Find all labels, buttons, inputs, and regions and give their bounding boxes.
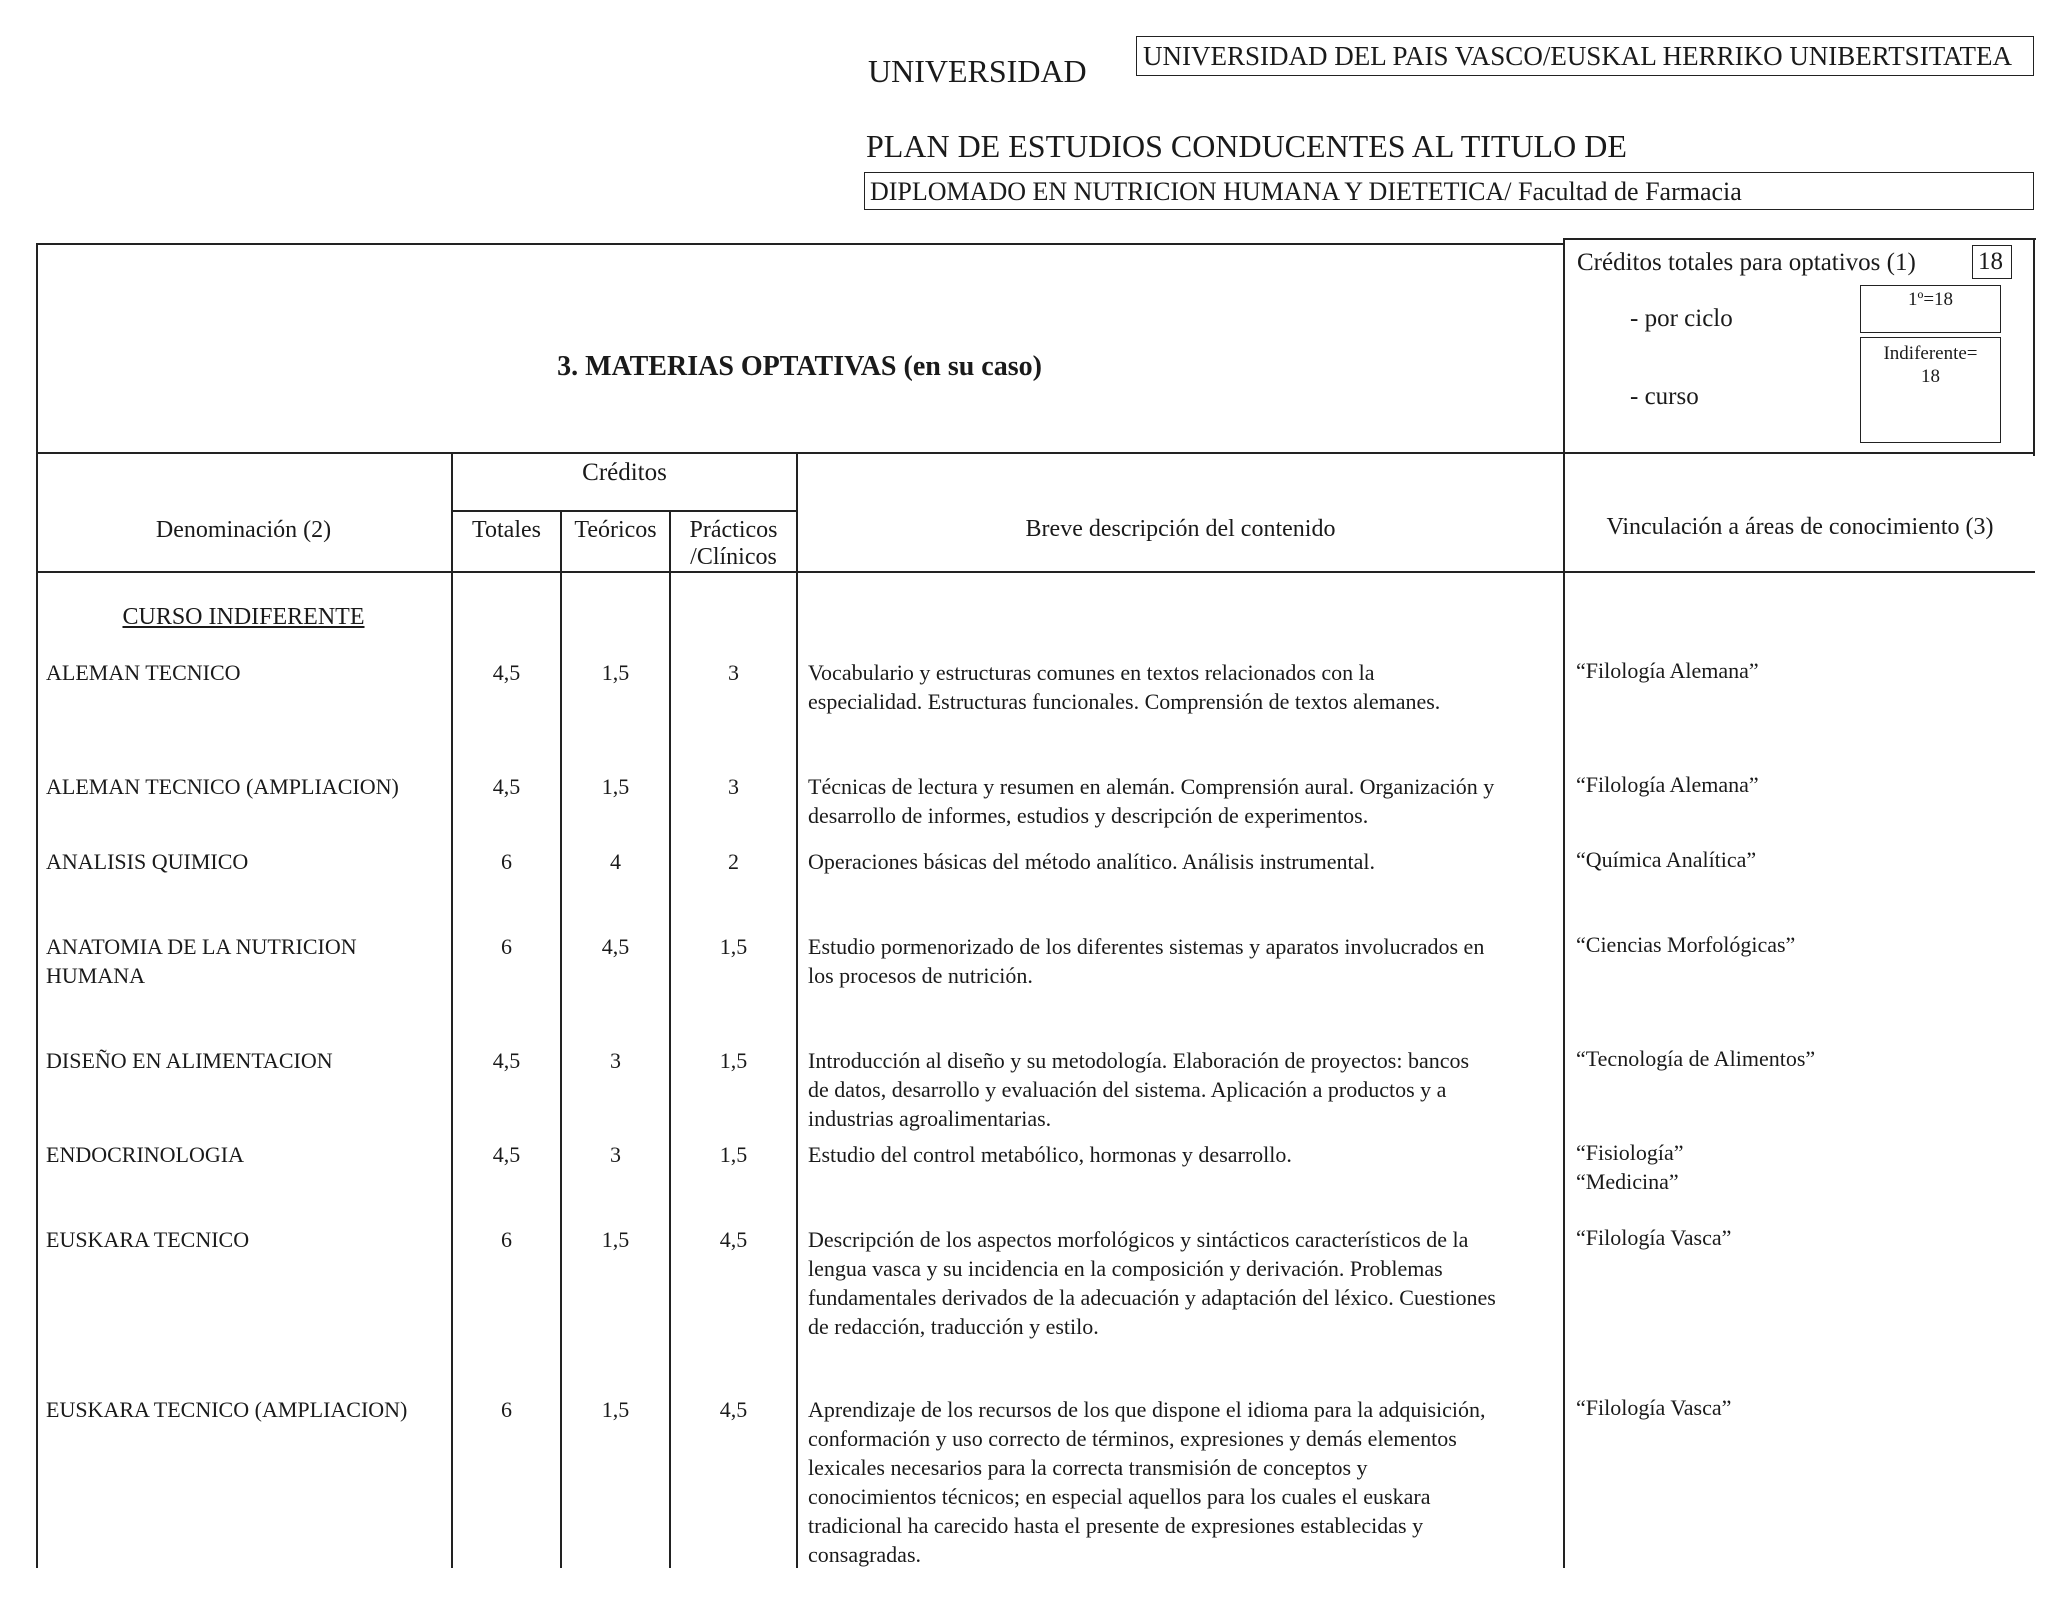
header-bottom-border <box>36 571 2035 573</box>
row-descripcion: fundamentales derivados de la adecuación y adaptación del léxico. Cuestiones <box>808 1285 1496 1310</box>
row-descripcion: especialidad. Estructuras funcionales. Comprensión de textos alemanes. <box>808 689 1441 714</box>
row-descripcion: Estudio del control metabólico, hormonas y desarrollo. <box>808 1142 1292 1167</box>
universidad-value-box <box>1136 36 2034 76</box>
row-descripcion: Aprendizaje de los recursos de los que dispone el idioma para la adquisición, <box>808 1397 1486 1422</box>
row-practicos: 3 <box>728 660 739 685</box>
row-totales: 4,5 <box>492 660 521 685</box>
row-descripcion: consagradas. <box>808 1542 922 1567</box>
row-descripcion: los procesos de nutrición. <box>808 963 1033 988</box>
por-ciclo-label: - por ciclo <box>1630 305 1733 332</box>
header-descripcion: Breve descripción del contenido <box>1025 516 1336 542</box>
row-descripcion: conformación y uso correcto de términos, expresiones y demás elementos <box>808 1426 1457 1451</box>
creditos-subheader-line <box>451 510 798 512</box>
row-totales: 4,5 <box>492 1048 521 1073</box>
row-vinculacion: “Química Analítica” <box>1576 847 1757 872</box>
header-teoricos: Teóricos <box>574 517 657 543</box>
row-vinculacion: “Fisiología” <box>1576 1140 1684 1165</box>
row-vinculacion: “Filología Vasca” <box>1576 1225 1732 1250</box>
row-totales: 6 <box>501 934 512 959</box>
row-vinculacion: “Tecnología de Alimentos” <box>1576 1046 1816 1071</box>
row-teoricos: 4,5 <box>601 934 630 959</box>
row-name: DISEÑO EN ALIMENTACION <box>46 1048 333 1073</box>
curso-value-line2: 18 <box>1921 366 1940 387</box>
creditos-totales-value: 18 <box>1978 248 2003 275</box>
curso-value-line1: Indiferente= <box>1883 343 1978 364</box>
row-descripcion: Introducción al diseño y su metodología. Elaboración de proyectos: bancos <box>808 1048 1470 1073</box>
header-totales: Totales <box>472 517 541 543</box>
row-teoricos: 4 <box>610 849 621 874</box>
row-vinculacion: “Filología Alemana” <box>1576 658 1759 683</box>
curso-label: - curso <box>1630 383 1699 410</box>
row-name: ANALISIS QUIMICO <box>46 849 249 874</box>
row-teoricos: 1,5 <box>601 1397 630 1422</box>
row-practicos: 3 <box>728 774 739 799</box>
row-descripcion: Descripción de los aspectos morfológicos y sintácticos característicos de la <box>808 1227 1469 1252</box>
row-vinculacion: “Filología Vasca” <box>1576 1395 1732 1420</box>
plan-label: PLAN DE ESTUDIOS CONDUCENTES AL TITULO DE <box>866 128 1627 164</box>
row-vinculacion: “Medicina” <box>1576 1169 1679 1194</box>
section-right-border <box>2033 238 2035 456</box>
row-teoricos: 1,5 <box>601 660 630 685</box>
header-vinculacion: Vinculación a áreas de conocimiento (3) <box>1606 514 1994 540</box>
row-vinculacion: “Filología Alemana” <box>1576 772 1759 797</box>
por-ciclo-value: 1º=18 <box>1907 289 1954 310</box>
row-descripcion: desarrollo de informes, estudios y descripción de experimentos. <box>808 803 1369 828</box>
section-divider <box>1563 238 1565 1568</box>
por-ciclo-box <box>1860 285 2001 333</box>
row-descripcion: Estudio pormenorizado de los diferentes sistemas y aparatos involucrados en <box>808 934 1485 959</box>
section-top-border-right <box>1563 238 2036 240</box>
header-practicos-line1: Prácticos <box>689 517 778 543</box>
row-practicos: 2 <box>728 849 739 874</box>
titulo-value: DIPLOMADO EN NUTRICION HUMANA Y DIETETICA/ Facultad de Farmacia <box>870 177 1742 206</box>
universidad-value: UNIVERSIDAD DEL PAIS VASCO/EUSKAL HERRIKO UNIBERTSITATEA <box>1143 41 2013 71</box>
row-teoricos: 1,5 <box>601 774 630 799</box>
row-descripcion: de datos, desarrollo y evaluación del sistema. Aplicación a productos y a <box>808 1077 1447 1102</box>
titulo-value-box <box>864 172 2034 210</box>
row-name: ALEMAN TECNICO (AMPLIACION) <box>46 774 399 799</box>
row-teoricos: 3 <box>610 1048 621 1073</box>
row-descripcion: conocimientos técnicos; en especial aquellos para los cuales el euskara <box>808 1484 1431 1509</box>
row-totales: 6 <box>501 849 512 874</box>
row-totales: 4,5 <box>492 1142 521 1167</box>
row-name: ALEMAN TECNICO <box>46 660 241 685</box>
row-totales: 6 <box>501 1227 512 1252</box>
universidad-label: UNIVERSIDAD <box>868 53 1087 89</box>
row-practicos: 1,5 <box>719 1142 748 1167</box>
section-left-border <box>36 243 38 1568</box>
creditos-totales-box <box>1972 245 2012 279</box>
row-practicos: 4,5 <box>719 1397 748 1422</box>
row-teoricos: 3 <box>610 1142 621 1167</box>
header-creditos: Créditos <box>582 459 667 486</box>
section-bottom-border <box>36 452 2035 454</box>
creditos-totales-label: Créditos totales para optativos (1) <box>1577 249 1916 276</box>
row-descripcion: de redacción, traducción y estilo. <box>808 1314 1099 1339</box>
row-practicos: 4,5 <box>719 1227 748 1252</box>
row-name: EUSKARA TECNICO (AMPLIACION) <box>46 1397 408 1422</box>
row-practicos: 1,5 <box>719 934 748 959</box>
row-teoricos: 1,5 <box>601 1227 630 1252</box>
row-descripcion: tradicional ha carecido hasta el presente de expresiones establecidas y <box>808 1513 1424 1538</box>
row-descripcion: lengua vasca y su incidencia en la composición y derivación. Problemas <box>808 1256 1443 1281</box>
row-descripcion: lexicales necesarios para la correcta transmisión de conceptos y <box>808 1455 1368 1480</box>
row-vinculacion: “Ciencias Morfológicas” <box>1576 932 1796 957</box>
col-divider-descripcion <box>796 452 798 1568</box>
header-denominacion: Denominación (2) <box>155 517 332 543</box>
row-descripcion: Técnicas de lectura y resumen en alemán. Comprensión aural. Organización y <box>808 774 1495 799</box>
group-label-curso-indiferente: CURSO INDIFERENTE <box>122 604 365 630</box>
row-totales: 6 <box>501 1397 512 1422</box>
row-name: ENDOCRINOLOGIA <box>46 1142 244 1167</box>
header-practicos-line2: /Clínicos <box>690 544 777 570</box>
row-practicos: 1,5 <box>719 1048 748 1073</box>
row-name: HUMANA <box>46 963 145 988</box>
curso-box <box>1860 337 2001 443</box>
row-descripcion: Vocabulario y estructuras comunes en textos relacionados con la <box>808 660 1375 685</box>
section-title: 3. MATERIAS OPTATIVAS (en su caso) <box>557 351 1042 382</box>
row-totales: 4,5 <box>492 774 521 799</box>
row-descripcion: Operaciones básicas del método analítico. Análisis instrumental. <box>808 849 1375 874</box>
row-name: EUSKARA TECNICO <box>46 1227 250 1252</box>
section-top-border <box>36 243 1565 245</box>
row-name: ANATOMIA DE LA NUTRICION <box>46 934 357 959</box>
row-descripcion: industrias agroalimentarias. <box>808 1106 1052 1131</box>
